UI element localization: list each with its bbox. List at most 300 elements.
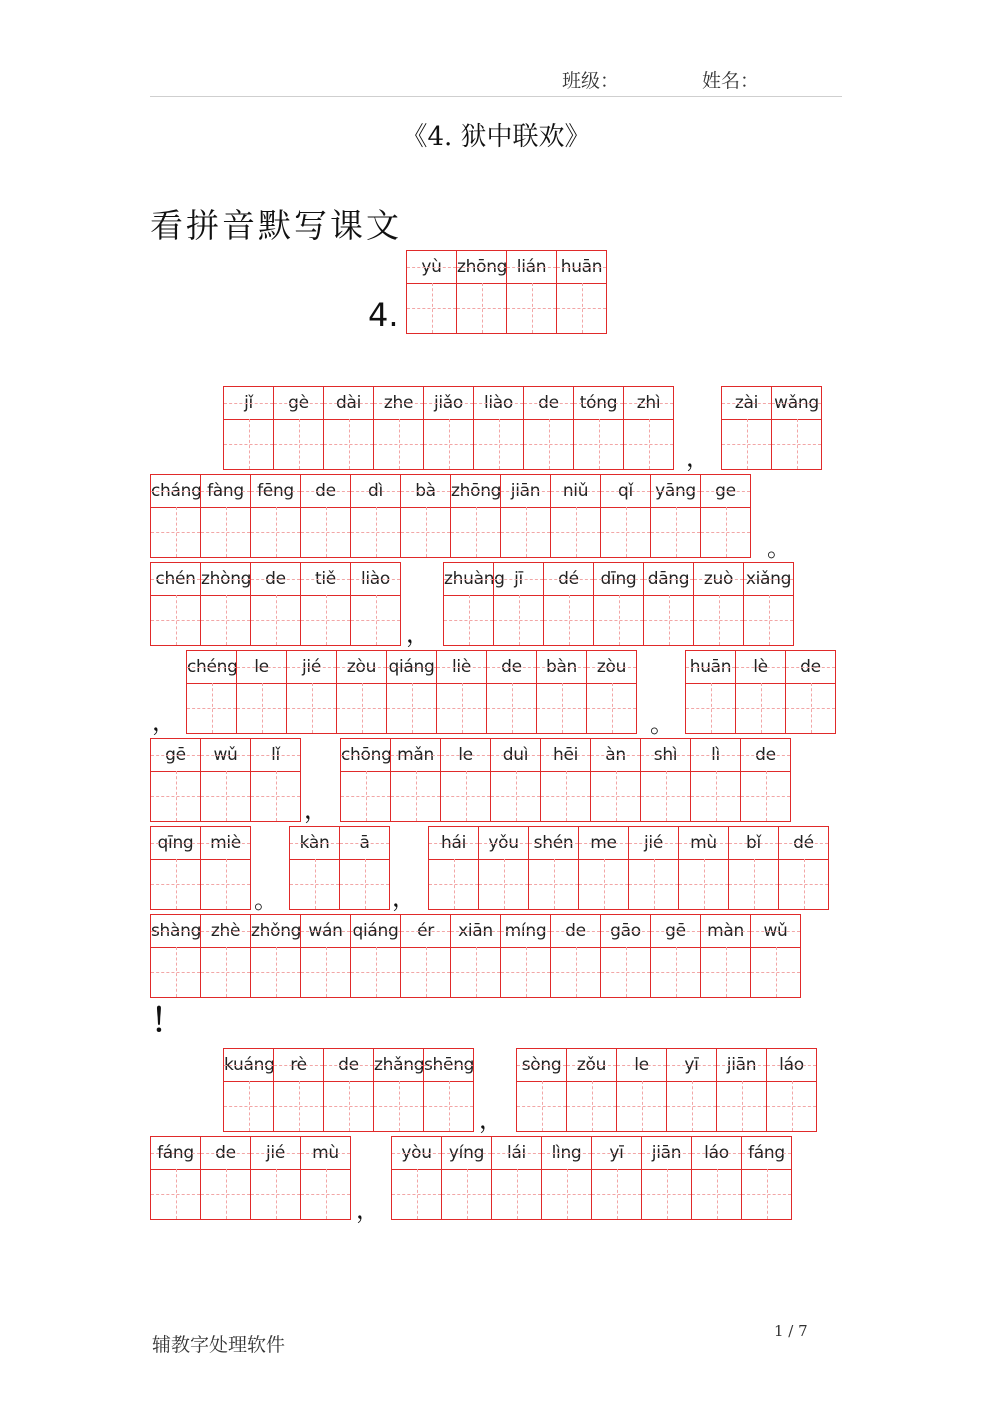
pinyin-syllable: àn xyxy=(605,745,626,765)
writing-box[interactable] xyxy=(201,507,250,557)
tianzige-cell xyxy=(528,826,579,910)
tianzige-cell xyxy=(766,1048,817,1132)
punctuation-mark: 。 xyxy=(767,534,791,562)
pinyin-group xyxy=(150,562,400,646)
writing-box[interactable] xyxy=(429,859,478,909)
tianzige-cell xyxy=(273,1048,324,1132)
punctuation-mark: ， xyxy=(392,884,416,912)
tianzige-cell xyxy=(436,650,487,734)
tianzige-cell xyxy=(200,826,251,910)
writing-box[interactable] xyxy=(424,419,473,469)
pinyin-group xyxy=(685,650,835,734)
tianzige-cell xyxy=(300,562,351,646)
pinyin-syllable: zhǒng xyxy=(251,921,302,941)
writing-box[interactable] xyxy=(579,859,628,909)
tianzige-cell xyxy=(591,1136,642,1220)
pinyin-syllable: xiān xyxy=(458,921,493,941)
tianzige-cell xyxy=(785,650,836,734)
writing-box[interactable] xyxy=(401,507,450,557)
writing-box[interactable] xyxy=(694,595,743,645)
tianzige-cell xyxy=(423,1048,474,1132)
pinyin-syllable: fàng xyxy=(207,481,244,501)
tianzige-cell xyxy=(236,650,287,734)
pinyin-syllable: jǐ xyxy=(244,393,253,413)
pinyin-syllable: dāng xyxy=(647,569,690,589)
writing-box[interactable] xyxy=(201,771,250,821)
pinyin-group xyxy=(150,738,300,822)
pinyin-syllable: zhè xyxy=(210,921,241,941)
pinyin-syllable: chōng xyxy=(341,745,392,765)
punctuation-mark: ！ xyxy=(151,1001,184,1039)
pinyin-syllable: jiān xyxy=(726,1055,757,1075)
writing-box[interactable] xyxy=(537,683,586,733)
pinyin-syllable: gē xyxy=(165,745,186,765)
tianzige-cell xyxy=(478,826,529,910)
tianzige-cell xyxy=(550,474,601,558)
pinyin-syllable: de xyxy=(265,569,286,589)
writing-box[interactable] xyxy=(557,283,606,333)
writing-box[interactable] xyxy=(201,947,250,997)
writing-box[interactable] xyxy=(524,419,573,469)
pinyin-group xyxy=(150,914,800,998)
writing-box[interactable] xyxy=(551,507,600,557)
punctuation-mark: ， xyxy=(479,1106,503,1134)
writing-box[interactable] xyxy=(786,683,835,733)
writing-box[interactable] xyxy=(592,1169,641,1219)
writing-box[interactable] xyxy=(290,859,339,909)
pinyin-group xyxy=(289,826,389,910)
pinyin-syllable: jī xyxy=(514,569,523,589)
tianzige-cell xyxy=(200,562,251,646)
pinyin-syllable: shàng xyxy=(151,921,202,941)
tianzige-cell xyxy=(640,738,691,822)
writing-box[interactable] xyxy=(574,419,623,469)
writing-box[interactable] xyxy=(594,595,643,645)
tianzige-cell xyxy=(339,826,390,910)
writing-box[interactable] xyxy=(617,1081,666,1131)
tianzige-cell xyxy=(750,914,801,998)
tianzige-cell xyxy=(550,914,601,998)
tianzige-cell xyxy=(250,914,301,998)
tianzige-cell xyxy=(250,738,301,822)
tianzige-cell xyxy=(250,1136,301,1220)
pinyin-syllable: de xyxy=(800,657,821,677)
pinyin-syllable: liào xyxy=(360,569,391,589)
writing-box[interactable] xyxy=(224,419,273,469)
writing-box[interactable] xyxy=(151,947,200,997)
pinyin-group xyxy=(186,650,636,734)
writing-box[interactable] xyxy=(451,947,500,997)
tianzige-cell xyxy=(778,826,829,910)
tianzige-cell xyxy=(423,386,474,470)
tianzige-cell xyxy=(286,650,337,734)
writing-box[interactable] xyxy=(691,771,740,821)
writing-box[interactable] xyxy=(629,859,678,909)
pinyin-syllable: liè xyxy=(451,657,471,677)
writing-box[interactable] xyxy=(351,595,400,645)
writing-box[interactable] xyxy=(642,1169,691,1219)
pinyin-syllable: de xyxy=(755,745,776,765)
tianzige-cell xyxy=(523,386,574,470)
tianzige-cell xyxy=(616,1048,667,1132)
writing-box[interactable] xyxy=(151,595,200,645)
writing-box[interactable] xyxy=(324,1081,373,1131)
writing-box[interactable] xyxy=(479,859,528,909)
writing-box[interactable] xyxy=(601,947,650,997)
writing-box[interactable] xyxy=(337,683,386,733)
punctuation-mark: ， xyxy=(304,796,328,824)
writing-box[interactable] xyxy=(474,419,523,469)
pinyin-syllable: lè xyxy=(753,657,768,677)
pinyin-syllable: duì xyxy=(502,745,529,765)
writing-box[interactable] xyxy=(251,1169,300,1219)
tianzige-cell xyxy=(386,650,437,734)
writing-box[interactable] xyxy=(492,1169,541,1219)
writing-box[interactable] xyxy=(507,283,556,333)
pinyin-syllable: de xyxy=(215,1143,236,1163)
writing-box[interactable] xyxy=(444,595,493,645)
pinyin-syllable: qīng xyxy=(157,833,194,853)
writing-box[interactable] xyxy=(729,859,778,909)
writing-box[interactable] xyxy=(301,507,350,557)
tianzige-cell xyxy=(289,826,340,910)
pinyin-syllable: zòu xyxy=(346,657,377,677)
pinyin-syllable: zhe xyxy=(383,393,414,413)
pinyin-syllable: wǔ xyxy=(763,921,788,941)
pinyin-syllable: de xyxy=(501,657,522,677)
writing-box[interactable] xyxy=(679,859,728,909)
tianzige-cell xyxy=(500,474,551,558)
pinyin-syllable: yī xyxy=(609,1143,624,1163)
pinyin-group xyxy=(150,474,750,558)
writing-box[interactable] xyxy=(201,595,250,645)
writing-box[interactable] xyxy=(601,507,650,557)
tianzige-cell xyxy=(641,1136,692,1220)
pinyin-syllable: yíng xyxy=(448,1143,485,1163)
pinyin-group xyxy=(340,738,790,822)
writing-box[interactable] xyxy=(391,771,440,821)
writing-box[interactable] xyxy=(301,595,350,645)
tianzige-cell xyxy=(741,1136,792,1220)
tianzige-cell xyxy=(350,914,401,998)
writing-box[interactable] xyxy=(287,683,336,733)
tianzige-cell xyxy=(678,826,729,910)
tianzige-cell xyxy=(406,250,457,334)
writing-box[interactable] xyxy=(387,683,436,733)
tianzige-cell xyxy=(716,1048,767,1132)
section-title: 看拼音默写课文 xyxy=(150,206,402,245)
writing-box[interactable] xyxy=(487,683,536,733)
pinyin-syllable: de xyxy=(565,921,586,941)
tianzige-cell xyxy=(450,914,501,998)
writing-box[interactable] xyxy=(451,507,500,557)
tianzige-cell xyxy=(700,914,751,998)
tianzige-cell xyxy=(566,1048,617,1132)
tianzige-cell xyxy=(650,474,701,558)
pinyin-syllable: zhì xyxy=(636,393,661,413)
tianzige-cell xyxy=(150,826,201,910)
tianzige-cell xyxy=(350,562,401,646)
header-divider xyxy=(150,96,842,97)
pinyin-syllable: shì xyxy=(653,745,678,765)
pinyin-syllable: le xyxy=(254,657,269,677)
writing-box[interactable] xyxy=(151,859,200,909)
pinyin-group xyxy=(223,386,673,470)
pinyin-syllable: bàn xyxy=(545,657,578,677)
pinyin-syllable: láo xyxy=(704,1143,729,1163)
pinyin-syllable: yù xyxy=(421,257,442,277)
writing-box[interactable] xyxy=(340,859,389,909)
writing-box[interactable] xyxy=(651,507,700,557)
pinyin-syllable: jiān xyxy=(651,1143,682,1163)
writing-box[interactable] xyxy=(501,947,550,997)
writing-box[interactable] xyxy=(374,419,423,469)
tianzige-cell xyxy=(491,1136,542,1220)
tianzige-cell xyxy=(623,386,674,470)
class-label: 班级： xyxy=(562,70,620,92)
tianzige-cell xyxy=(600,474,651,558)
pinyin-syllable: màn xyxy=(707,921,744,941)
writing-box[interactable] xyxy=(624,419,673,469)
pinyin-syllable: fáng xyxy=(748,1143,785,1163)
writing-box[interactable] xyxy=(741,771,790,821)
pinyin-syllable: le xyxy=(634,1055,649,1075)
pinyin-syllable: zòu xyxy=(596,657,627,677)
pinyin-syllable: yǒu xyxy=(488,833,519,853)
pinyin-syllable: shén xyxy=(533,833,574,853)
writing-box[interactable] xyxy=(772,419,821,469)
writing-box[interactable] xyxy=(722,419,771,469)
pinyin-syllable: gè xyxy=(288,393,309,413)
pinyin-syllable: láo xyxy=(779,1055,804,1075)
tianzige-cell xyxy=(540,738,591,822)
writing-box[interactable] xyxy=(551,947,600,997)
pinyin-syllable: xiǎng xyxy=(745,569,792,589)
writing-box[interactable] xyxy=(441,771,490,821)
pinyin-syllable: yāng xyxy=(655,481,696,501)
writing-box[interactable] xyxy=(517,1081,566,1131)
tianzige-cell xyxy=(600,914,651,998)
writing-box[interactable] xyxy=(667,1081,716,1131)
pinyin-syllable: bà xyxy=(415,481,436,501)
tianzige-cell xyxy=(373,386,424,470)
writing-box[interactable] xyxy=(424,1081,473,1131)
pinyin-syllable: fáng xyxy=(157,1143,194,1163)
tianzige-cell xyxy=(486,650,537,734)
tianzige-cell xyxy=(691,1136,742,1220)
tianzige-cell xyxy=(506,250,557,334)
tianzige-cell xyxy=(650,914,701,998)
writing-box[interactable] xyxy=(274,1081,323,1131)
tianzige-cell xyxy=(336,650,387,734)
tianzige-cell xyxy=(200,1136,251,1220)
pinyin-syllable: dài xyxy=(335,393,362,413)
tianzige-cell xyxy=(556,250,607,334)
pinyin-group xyxy=(391,1136,791,1220)
pinyin-syllable: me xyxy=(590,833,617,853)
writing-box[interactable] xyxy=(742,1169,791,1219)
pinyin-syllable: jiǎo xyxy=(433,393,464,413)
tianzige-cell xyxy=(456,250,507,334)
writing-box[interactable] xyxy=(491,771,540,821)
pinyin-syllable: de xyxy=(338,1055,359,1075)
writing-box[interactable] xyxy=(779,859,828,909)
pinyin-syllable: rè xyxy=(290,1055,307,1075)
writing-box[interactable] xyxy=(251,507,300,557)
writing-box[interactable] xyxy=(529,859,578,909)
writing-box[interactable] xyxy=(701,947,750,997)
tianzige-cell xyxy=(223,1048,274,1132)
lesson-number: 4. xyxy=(368,296,399,334)
writing-box[interactable] xyxy=(274,419,323,469)
writing-box[interactable] xyxy=(542,1169,591,1219)
writing-box[interactable] xyxy=(374,1081,423,1131)
writing-box[interactable] xyxy=(187,683,236,733)
pinyin-group xyxy=(443,562,793,646)
pinyin-syllable: zhuàng xyxy=(444,569,505,589)
pinyin-group xyxy=(428,826,828,910)
pinyin-syllable: qǐ xyxy=(618,481,633,501)
tianzige-cell xyxy=(500,914,551,998)
writing-box[interactable] xyxy=(251,771,300,821)
writing-box[interactable] xyxy=(401,947,450,997)
pinyin-group-title xyxy=(406,250,606,334)
pinyin-syllable: jié xyxy=(643,833,663,853)
writing-box[interactable] xyxy=(407,283,456,333)
pinyin-syllable: zǒu xyxy=(576,1055,607,1075)
pinyin-syllable: niǔ xyxy=(562,481,589,501)
writing-box[interactable] xyxy=(541,771,590,821)
writing-box[interactable] xyxy=(392,1169,441,1219)
pinyin-syllable: zhōng xyxy=(451,481,502,501)
writing-box[interactable] xyxy=(717,1081,766,1131)
pinyin-syllable: qiáng xyxy=(352,921,399,941)
tianzige-cell xyxy=(573,386,624,470)
writing-box[interactable] xyxy=(351,947,400,997)
writing-box[interactable] xyxy=(544,595,593,645)
tianzige-cell xyxy=(628,826,679,910)
pinyin-syllable: lǐ xyxy=(271,745,280,765)
writing-box[interactable] xyxy=(151,1169,200,1219)
writing-box[interactable] xyxy=(301,1169,350,1219)
tianzige-cell xyxy=(323,386,374,470)
pinyin-syllable: gāo xyxy=(610,921,641,941)
writing-box[interactable] xyxy=(644,595,693,645)
pinyin-syllable: yòu xyxy=(401,1143,432,1163)
pinyin-syllable: hēi xyxy=(552,745,579,765)
pinyin-syllable: mù xyxy=(690,833,717,853)
writing-box[interactable] xyxy=(651,947,700,997)
writing-box[interactable] xyxy=(251,947,300,997)
writing-box[interactable] xyxy=(701,507,750,557)
pinyin-syllable: liào xyxy=(483,393,514,413)
tianzige-cell xyxy=(350,474,401,558)
pinyin-syllable: de xyxy=(315,481,336,501)
pinyin-syllable: mǎn xyxy=(397,745,434,765)
tianzige-cell xyxy=(323,1048,374,1132)
writing-box[interactable] xyxy=(587,683,636,733)
writing-box[interactable] xyxy=(237,683,286,733)
pinyin-syllable: miè xyxy=(210,833,241,853)
tianzige-cell xyxy=(250,474,301,558)
writing-box[interactable] xyxy=(201,1169,250,1219)
punctuation-mark: ， xyxy=(152,708,176,736)
writing-box[interactable] xyxy=(341,771,390,821)
pinyin-syllable: wán xyxy=(308,921,343,941)
tianzige-cell xyxy=(250,562,301,646)
writing-box[interactable] xyxy=(457,283,506,333)
pinyin-syllable: wǔ xyxy=(213,745,238,765)
writing-box[interactable] xyxy=(591,771,640,821)
tianzige-cell xyxy=(273,386,324,470)
pinyin-group xyxy=(150,1136,350,1220)
tianzige-cell xyxy=(685,650,736,734)
pinyin-syllable: dé xyxy=(558,569,579,589)
pinyin-syllable: chéng xyxy=(187,657,238,677)
pinyin-syllable: jié xyxy=(265,1143,285,1163)
writing-box[interactable] xyxy=(351,507,400,557)
writing-box[interactable] xyxy=(224,1081,273,1131)
tianzige-cell xyxy=(740,738,791,822)
writing-box[interactable] xyxy=(437,683,486,733)
pinyin-syllable: lì xyxy=(711,745,720,765)
pinyin-syllable: zài xyxy=(734,393,759,413)
writing-box[interactable] xyxy=(692,1169,741,1219)
pinyin-syllable: fēng xyxy=(257,481,294,501)
pinyin-syllable: mù xyxy=(312,1143,339,1163)
tianzige-cell xyxy=(300,1136,351,1220)
tianzige-cell xyxy=(473,386,524,470)
pinyin-syllable: jiān xyxy=(510,481,541,501)
pinyin-syllable: zhǎng xyxy=(374,1055,425,1075)
writing-box[interactable] xyxy=(151,771,200,821)
writing-box[interactable] xyxy=(301,947,350,997)
writing-box[interactable] xyxy=(494,595,543,645)
tianzige-cell xyxy=(440,738,491,822)
writing-box[interactable] xyxy=(501,507,550,557)
writing-box[interactable] xyxy=(744,595,793,645)
pinyin-group xyxy=(721,386,821,470)
tianzige-cell xyxy=(150,562,201,646)
writing-box[interactable] xyxy=(751,947,800,997)
pinyin-syllable: míng xyxy=(504,921,547,941)
punctuation-mark: ， xyxy=(406,620,430,648)
pinyin-syllable: huān xyxy=(689,657,732,677)
writing-box[interactable] xyxy=(767,1081,816,1131)
writing-box[interactable] xyxy=(442,1169,491,1219)
writing-box[interactable] xyxy=(567,1081,616,1131)
tianzige-cell xyxy=(743,562,794,646)
tianzige-cell xyxy=(200,738,251,822)
tianzige-cell xyxy=(150,474,201,558)
pinyin-syllable: chén xyxy=(155,569,196,589)
writing-box[interactable] xyxy=(641,771,690,821)
writing-box[interactable] xyxy=(251,595,300,645)
writing-box[interactable] xyxy=(151,507,200,557)
writing-box[interactable] xyxy=(324,419,373,469)
tianzige-cell xyxy=(578,826,629,910)
writing-box[interactable] xyxy=(201,859,250,909)
tianzige-cell xyxy=(693,562,744,646)
writing-box[interactable] xyxy=(736,683,785,733)
page-title: 《4. 狱中联欢》 xyxy=(401,122,591,152)
tianzige-cell xyxy=(721,386,772,470)
writing-box[interactable] xyxy=(686,683,735,733)
tianzige-cell xyxy=(593,562,644,646)
punctuation-mark: 。 xyxy=(254,886,278,914)
footer-text: 辅教字处理软件 xyxy=(152,1334,286,1356)
pinyin-syllable: huān xyxy=(560,257,603,277)
